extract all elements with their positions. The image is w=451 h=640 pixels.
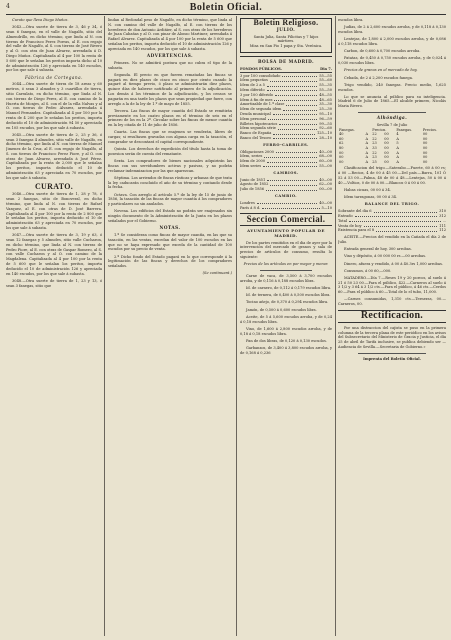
table-cell: A <box>365 136 369 141</box>
dateline: Sevilla 7 de Julio <box>376 122 408 127</box>
subheading: Precios de los artículos en por mayor y menor. <box>243 262 329 267</box>
row-label: Idem de segunda idem <box>240 107 282 112</box>
row-value: 40—00 <box>319 177 332 182</box>
column-header: Fanegas. <box>339 127 355 132</box>
mass: Misa en San Pio 1 papa y Sta. Verónica. <box>249 44 323 49</box>
section-heading: Seccion Comercial. <box>246 214 326 225</box>
table-cell: A <box>365 141 369 146</box>
table-row <box>338 160 446 165</box>
table-cell: 25 <box>372 159 377 164</box>
leader-dots <box>268 117 317 120</box>
table-cell: 5 <box>396 141 399 146</box>
paragraph: Pan de dos libras, de 0,120 á 0,130 escudos. <box>246 338 327 343</box>
paragraph: 2.ª Dicho fondo del Estado pagará en lo que corresponde á la legitimación de las fincas y derechos de los compradores señalados. <box>108 254 232 269</box>
row-label: Idem de 2 a 5 <box>240 83 265 88</box>
paragraph: Id. de ternera, de 0,400 á 0,500 escudos libra. <box>246 293 331 298</box>
list-item <box>240 136 332 141</box>
section-heading: BOLSA DE MADRID. <box>257 58 315 64</box>
paragraph: Novena. Los edificios del Estado no podrán ser enajenados sin ningún documento de la Administración de la Junta en los plazos señalados por el Gobierno. <box>108 209 232 223</box>
divider <box>358 112 426 113</box>
table-cell: A <box>365 146 369 151</box>
column-header: FONDOS PÚBLICOS. <box>240 66 282 71</box>
row-label: Idem, series <box>240 154 263 159</box>
table-cell: 00 <box>339 155 344 160</box>
leader-dots <box>257 201 317 204</box>
row-label: 3 por 100 consolidado <box>240 73 281 78</box>
table-cell: A <box>396 155 399 160</box>
paragraph: Precios de granos en el mercado de hoy. <box>344 68 418 73</box>
leader-dots <box>282 74 317 77</box>
subheading: FERRO-CARRILES. <box>263 142 309 147</box>
row-value: 68—00 <box>319 154 332 159</box>
leader-dots <box>267 88 318 91</box>
row-label: Obligaciones 2000 <box>240 149 274 154</box>
table-cell: 00 <box>384 155 389 160</box>
table-cell: 00 <box>422 155 428 160</box>
leader-dots <box>273 131 315 134</box>
list-item <box>240 164 332 169</box>
leader-dots <box>286 102 317 105</box>
table-cell: 62 <box>339 141 344 146</box>
saints: Santa Julia, Santa Filicitas y 7 hijos mártires. <box>253 34 319 44</box>
section-heading: Boletin Religioso. <box>253 18 319 27</box>
row-value: 312 <box>439 213 446 218</box>
row-value: 55—60 <box>319 78 332 83</box>
column-header: Precios. <box>372 127 387 132</box>
leader-dots <box>279 122 317 125</box>
paragraph: Carbon, de 0,600 á 0,700 escudos arroba. <box>344 49 421 54</box>
paragraph: Sexta. Los compradores de bienes nacionales adquirirán las fincas con sus servidumbres activas y pasivas, y no podrán reclamar indemnizacion por las que aparezcan. <box>108 159 232 173</box>
leader-dots <box>267 83 317 86</box>
leader-dots <box>276 150 317 153</box>
row-label: Idem pequeños <box>240 78 268 83</box>
leader-dots <box>263 164 317 167</box>
paragraph: 3047.—Otra suerte de tierra de 3, 19 y 63, ó sean 12 fanegas y 5 almudes, sitio valle Cucharon, en dicho término, que linda al N. con tierras de Pedro Fiore, al E. con otras de Gaspar Romero, al S. con valle Cucharon y al O. con camino de la Magdalena. Capitalizada al 4 por 100 por la renta de 5 600 que le señalan los peritos, importa deducido el 10 de administración 126 y apreciada en 140 escudos, por los que sale á subasta. <box>6 233 102 276</box>
paragraph: Lo que se anuncia al público para su inteligencia. Madrid 6 de Julio de 1865.—El alcalde primero, Nicolás Maria Rivero. <box>338 94 446 109</box>
row-value: 310 <box>439 209 446 214</box>
row-value: 40—00 <box>319 200 332 205</box>
table-cell: 80 <box>339 146 344 151</box>
row-value: 96—59 <box>319 116 332 121</box>
row-label: Idem de 2000 <box>240 159 266 164</box>
row-value: 35—30 <box>319 102 332 107</box>
subheading: BALANCE DEL TRIGO. <box>364 202 420 207</box>
section-heading: Rectificacion. <box>360 310 424 322</box>
table-cell: 00 <box>422 141 428 146</box>
row-label: Agosto de 1852 <box>240 182 269 187</box>
column-rule <box>104 16 105 636</box>
row-label: Existencia para el 8 <box>338 228 375 233</box>
row-value: 55—50 <box>319 87 332 92</box>
list-item <box>240 206 332 211</box>
table-cell: A <box>396 159 399 164</box>
table-cell: 00 <box>384 132 389 137</box>
month: JULIO. <box>276 26 296 32</box>
paragraph: lindan al Redondal peso de Nagalfo, en dicho término, que linda al N. con camino del valle de Nagalfo, al E. con tierras de los herederos de don Antonio Ardiñier, al S. con otras de los herederos de Juan Cabañas y al O. con pinar de Alonso Martinez; arrendada á Rafael Alvarez. Capitalizada al 4 por 100 por la renta de 5 600 que señalan los peritos, importa deducido el 10 de administración 126 y apreciada en 140 escudos, por los que sale á subasta. <box>108 18 232 51</box>
continuation-note: (Se continuará.) <box>202 271 232 276</box>
paragraph: Clasificacion del trigo.—Saterabo.—Fuerte, 60 á 00 rs; á 00 —Recios, 4 de 00 á 45 00.—Del país.—Barra, 101 Ó 52 á 53 00.—Palma, 48 de 00 á 48.—Lentejas, 50 á 00 á 40.—Voltios, 0 de 00 á 00.—Blancos 0 á 00 á 00. <box>338 166 446 185</box>
table-cell: 22 <box>372 132 377 137</box>
row-value: 99—55 <box>319 121 332 126</box>
divider <box>240 56 332 57</box>
table-cell: 40 <box>339 132 344 137</box>
section-heading: ADVERTENCIAS. <box>146 52 194 58</box>
leader-dots <box>273 112 317 115</box>
row-value: 111 <box>439 223 446 228</box>
row-value: 125—10 <box>316 131 332 136</box>
paragraph: Vino, de 1,600 á 2,800 escudos arroba, y de 0,18 á 0,18 escudos libra. <box>240 326 332 336</box>
paragraph: Idem tarragonas, 00 00 á 34. <box>344 195 398 200</box>
printer-imprint: Imprenta del Boletin Oficial. <box>363 356 421 361</box>
row-value: 112 <box>439 228 446 233</box>
leader-dots <box>270 78 317 81</box>
paragraph: 3043.—Otra suerte de tierra de 3, 46 y 34, ó sean 6 fanegas, en el valle de Nagalfo, sitio del Almendrillo, en dicho término, que linda al N. con tierras de Francisco Perez Porras, al E. con regajo del valle de Nagalfo, al S. con tierras de José Rivero y al O. con otra de Juan Alvarez, arrendada á D. Diego Muñoz. Capitalizada al 4 por 100 la renta de 5 600 que le señalan los peritos importa dicho al 10 de administración 126 y apreciada en 140 escudos, por los que sale á subasta. <box>6 25 102 73</box>
masthead <box>6 2 446 15</box>
leader-dots <box>267 159 317 162</box>
table-cell: 00 <box>339 159 344 164</box>
paragraph: Judías, de 2 á 2,600 escudos arroba, y de 0,118 á 0,130 escudos libra. <box>338 25 446 34</box>
paragraph: Tocino añejo, de 0,370 á 0,294 escudos libra. <box>246 300 329 305</box>
religious-bulletin <box>240 18 332 53</box>
table-cell: A <box>396 146 399 151</box>
row-label: Idem personal <box>240 116 267 121</box>
table-cell: A <box>365 150 369 155</box>
column-2 <box>108 18 232 276</box>
paragraph: escudos libra. <box>338 18 364 22</box>
leader-dots <box>266 187 317 190</box>
table-cell: 23 <box>372 141 377 146</box>
paragraph: Lentejas, de 1,800 á 2,000 escudos arroba, y de 0,086 á 0,118 escudos libra. <box>338 37 446 46</box>
row-label: Amortizable de 1.ª clase <box>240 102 285 107</box>
paragraph: MATADERO.—Día 7.—Reses 19 y 20 porcos, al suelo á 21 ó 50 23 00.—Para el público, 422.—Carneros al suelo á 3 1/2 y 3 64 á 3 1/2 cts.—Para el público, á 46 cts.—Cerdos 60.—Para el público á 60.—Total de lo el tubo, 11,000. <box>338 275 446 295</box>
table-cell: A <box>365 132 369 137</box>
subheading: CAMBIO. <box>274 193 298 198</box>
row-label: Junio de 1851 <box>240 177 266 182</box>
paragraph: Aceite, de 5 á 5,600 escudos arroba, y de 0,24 á 0,18 escudos libra. <box>240 314 332 324</box>
table-cell: 00 <box>422 146 428 151</box>
paragraph: 3046.—Otra suerte de tierra de 1, 28 y 78, ó sean 2 fanegas, sitio de Bonoveral, en dicho término, que linda al N. con tierras de Rafael Vazquez, al E. con otras de D. José Barrera. Capitalizada al 4 por 100 por la renta de 2 800 que le señalan los peritos, importa deducido el 10 de administración 63 y apreciada en 70 escudos, por los que sale á subasta. <box>6 192 102 231</box>
row-value: 92—60 <box>319 126 332 131</box>
table-cell: A <box>396 150 399 155</box>
paragraph: De los partes remitidos en el dia de ayer por la intervención del mercado de granos y sala de precios de artículos de consumo, resulta lo siguiente: <box>240 240 332 260</box>
table-cell: 60 <box>339 136 344 141</box>
table-cell: 23 <box>372 155 377 160</box>
row-value: 55—00 <box>319 163 332 168</box>
table-cell: 22 <box>372 150 377 155</box>
divider <box>240 225 332 226</box>
paragraph: Dinero, afuera y vendido, á 00 á 40.3rs 1,000 arrobas. <box>344 261 443 266</box>
leader-dots <box>262 206 319 209</box>
divider <box>338 322 446 323</box>
table-cell: 00 <box>384 159 389 164</box>
paragraph: Quinta. Los derechos de expedición del título hasta la toma de posesion serán de cuenta del rematante. <box>108 147 232 156</box>
table-cell: 33 <box>372 146 377 151</box>
row-label: Entrado <box>338 213 353 218</box>
row-value: 25—30 <box>319 107 332 112</box>
paragraph: Carne de vaca, de 3,500 á 3,700 escudos arroba, y de 0,116 á 0,188 escudos libra. <box>240 274 332 283</box>
row-value: 95—10 <box>319 111 332 116</box>
row-value: 55—55 <box>319 73 332 78</box>
row-label: Idem segunda série <box>240 126 276 131</box>
divider <box>358 353 426 354</box>
section-heading: Alhóndiga. <box>376 115 408 121</box>
row-value: 62—00 <box>319 182 332 187</box>
table-cell: 00 <box>422 136 428 141</box>
leader-dots <box>278 126 317 129</box>
column-header: Dia 7. <box>320 66 332 71</box>
paragraph: Cuarta. Las fincas que se enajenen se venderán, libres de cargas; si resultasen gravadas con alguna carga en la tasación, el comprador se descontará el capital correspondiente. <box>108 130 232 144</box>
exchange-list <box>240 178 332 192</box>
row-label: Total <box>338 218 348 223</box>
grain-table <box>338 128 446 165</box>
page-number: 4 <box>6 3 10 10</box>
row-label: Idem á fin de mes <box>240 97 273 102</box>
subheading: AYUNTAMIENTO POPULAR DE MADRID. <box>247 228 325 238</box>
list-item <box>338 228 446 233</box>
railway-list <box>240 150 332 169</box>
paragraph: 3048.—Otra suerte de tierra de 1, 23 y 13, ó sean 3 fanegas, sitio que <box>6 278 102 288</box>
paragraph: 3044.—Otra suerte de tierra de 18 areas y 60 metros, ó sean 3 almudes y 3 cuartillos de tierra, sitio Carralato, en dicho término, que linda al N. con tierras de Diego Perez, al E. con camino de la Huerta de Monjes, al S. con el de la villa Nalvas y al O. con tierras de Pedro Alvarez, arrendada á Manuel Fernandez. Capitalizada al 4 por 100 por la renta de 4 200 que le señalan los peritos, importa deducido el 10 de administración 94 50 y apreciada en 105 escudos, por los que sale á subasta. <box>6 82 102 130</box>
leader-dots <box>355 214 437 217</box>
paragraph: ACEITE.—Precios del vendido en la Cañada el día 2 de Julio. <box>338 235 446 244</box>
paragraph: Patatas, de 0,450 á 0,750 escudos arroba, y de 0,024 á 0,030 escudos libra. <box>338 56 446 66</box>
row-label: Idem diferido <box>240 87 265 92</box>
row-value: 48—65 <box>319 97 332 102</box>
table-header <box>240 67 332 73</box>
table-cell: 00 <box>384 136 389 141</box>
column-4 <box>338 18 446 362</box>
row-value: 00—00 <box>319 187 332 192</box>
paragraph: —Carnes consumidas, 1,310 cts.—Terneras, 00.—Carneros, 00. <box>338 297 446 307</box>
paragraph: Curato que lleva Diego Muñoz. <box>12 18 69 22</box>
subheading: CAMBIOS. <box>273 170 299 175</box>
paragraph: 1.ª Se consideran como fincas de mayor cuantía, en las que su tasación, en las ventas, excedan del valor de 100 escudos en las que no se haya expresado que exceda de la cantidad de 100 escudos por su precio de venta. <box>108 232 232 252</box>
row-label: Deuda municipal <box>240 111 271 116</box>
row-value: 5—10 <box>321 205 332 210</box>
paragraph: Segunda. El precio en que fueren rematadas las fincas se pagará en diez plazos de cinco en cinco por ciento cuando la pagaré al tiempo previo, ó plazo se administrarán diez plazos, quince días de haberse notificado al primero de la adjudicación. Los demás á los términos de la adjudicación, y los censos se pagarán en una tarde los plazos que sean propiedad que fuere, con arreglo a la de la ley de 1.º de mayo de 1855. <box>108 72 232 106</box>
row-value: 55—35 <box>319 83 332 88</box>
paragraph: Tercera. Las fincas de mayor cuantía del Estado se remitirán previamente en los cuatro plazos en el término de seis en el primero de los en la 2ª. Circular sobre las fincas de menor cuantía en la ley citada de 11 de julio de 1856. <box>108 108 232 128</box>
row-label: París á 8 d. <box>240 205 261 210</box>
stock-list <box>240 74 332 141</box>
table-cell: A <box>365 155 369 160</box>
table-cell: 00 <box>422 150 428 155</box>
table-cell: 00 <box>422 159 428 164</box>
row-label: 3 por 100 diferido <box>240 92 273 97</box>
column-header: Fanegas. <box>396 127 413 132</box>
leader-dots <box>274 98 317 101</box>
table-cell: 00 <box>384 146 389 151</box>
paragraph: Id. de carnero, de 0,112 á 0,179 escudos libra. <box>246 286 332 291</box>
table-cell: 00 <box>384 150 389 155</box>
table-cell: 00 <box>384 141 389 146</box>
paragraph: Por una distraccion del cajista se puso en la primera columna de la tercera plana de este periódico en los avisos del Subsecretario del Ministerio de Gracia y Justicia, el día 25 de abril de Tarifa inclusive, se publica debiendo ser —Audiencia de Sevilla.—Secretaria de Gobierno.» <box>338 325 446 350</box>
row-value: 28—10 <box>319 135 332 140</box>
leader-dots <box>275 93 317 96</box>
paragraph: Jamón, de 0,500 á 0,600 escudos libra. <box>246 307 317 312</box>
column-1 <box>6 18 102 291</box>
table-cell: A <box>365 159 369 164</box>
newspaper-title: Boletin Oficial. <box>189 2 263 13</box>
column-rule <box>236 16 237 636</box>
row-label: Londres <box>240 200 255 205</box>
row-label: Julio de 1856 <box>240 187 265 192</box>
paragraph: Consumos, á 00 60,—000. <box>344 268 392 273</box>
row-label: Banco del Tesoro <box>240 135 272 140</box>
row-value: ... <box>442 218 446 223</box>
paragraph: Octava. Con arreglo al artículo 5.º de la ley de 15 de junio de 1856, la tasación de las fincas de mayor cuantía á los compradores y particulares no sin anulados. <box>108 192 232 207</box>
paragraph: 3045.—Otra suerte de tierra de 2, 25 y 36, ó sean 3 fanegas 4 almudes, sitio valle de Nagalfo, en dicho término, que linda al N. con tierras de Manuel Jimenez de la Cruz, al E. con regajo de Nagalfo, al S. con tierras de Francisco Perez Fiore, y al O. con otras de Juan Alvarez, arrendada á José Pérez. Capitalizada por la renta de 2,000 que le señalan los peritos, importa deducido el 10 de administración 63 y apreciada en 70 escudos, por los que sale á subasta. <box>6 132 102 180</box>
section-heading: NOTAS. <box>159 225 181 231</box>
paragraph: Primera. No se admitirá postura que no cubra el tipo de la subasta. <box>108 60 232 70</box>
balance-list <box>338 209 446 219</box>
leader-dots <box>283 107 317 110</box>
row-label: Billetes hipotecarios <box>240 121 278 126</box>
leader-dots <box>349 219 441 222</box>
leader-dots <box>374 209 438 212</box>
row-label: Sobrante del dia 6 <box>338 209 372 214</box>
divider <box>260 270 312 271</box>
table-cell: 22 <box>372 136 377 141</box>
paragraph: Vino y dépósito, á 00 000 00 rs.—00 arrobas. <box>344 254 427 259</box>
row-value: 60—00 <box>319 159 332 164</box>
table-cell: A <box>396 136 399 141</box>
table-cell: 00 <box>422 132 428 137</box>
leader-dots <box>267 178 317 181</box>
paragraph: Cebada, de 2 á 2,200 escudos fanega. <box>344 75 414 80</box>
table-cell: 00 <box>339 150 344 155</box>
subheading: Fábrica de Cortegana. <box>25 74 83 80</box>
column-header: Precios. <box>422 127 438 132</box>
table-cell: 4 <box>396 132 399 137</box>
leader-dots <box>264 154 317 157</box>
column-rule <box>335 16 336 636</box>
section-heading: CURATO. <box>34 181 74 191</box>
paragraph: Trigo vendido, 240 fanegas. Precio medio, 1,625 escudos. <box>338 82 446 92</box>
row-value: 40—00 <box>319 149 332 154</box>
leader-dots <box>270 182 317 185</box>
row-value: 48—55 <box>319 92 332 97</box>
list-item <box>240 187 332 192</box>
exchange-rate-list <box>240 201 332 211</box>
paragraph: Séptima. Los arriendos de fincas rústicas y urbanas de que trata la ley caducarán concluido el año de su término y contando desde la fecha. <box>108 175 232 190</box>
paragraph: Garbanzos, de 3,400 á 3,800 escudos arroba, y de 0,168 á 0,236 <box>240 345 332 355</box>
paragraph: Habas cicuas, 00 00 á 34. <box>344 188 391 192</box>
paragraph: Entrada general de hoy, 300 arrobas. <box>344 247 412 252</box>
row-label: Idem series <box>240 163 262 168</box>
row-label: Banco de España <box>240 131 272 136</box>
leader-dots <box>273 136 317 139</box>
column-3 <box>240 18 332 358</box>
row-label: Venta de hoy <box>338 223 362 228</box>
